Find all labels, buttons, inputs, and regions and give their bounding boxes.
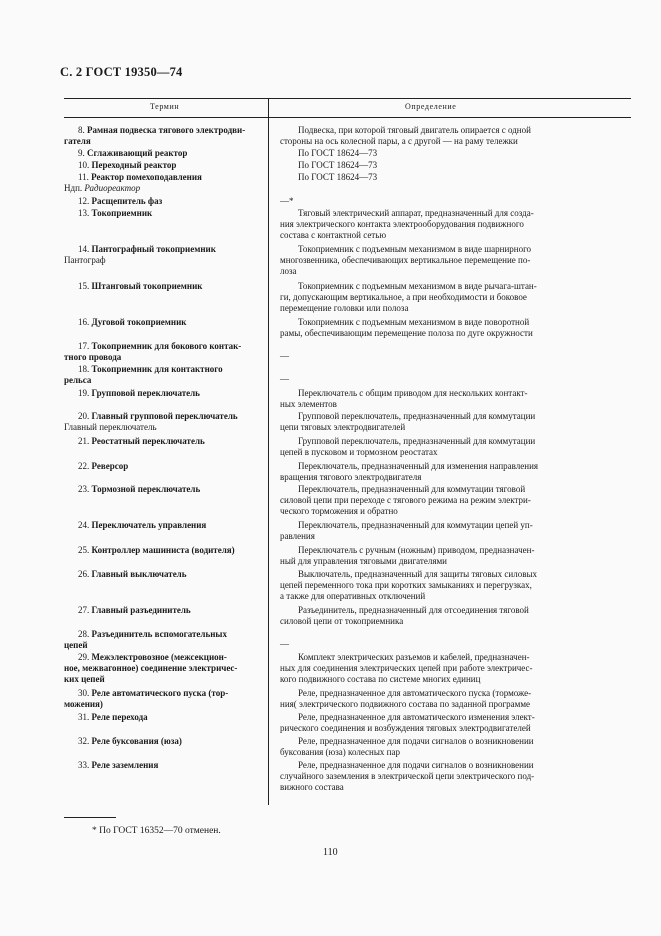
definition-line: силовой цепи при переходе с тягового режима на режим электри- xyxy=(280,495,531,506)
definition-cell xyxy=(280,569,631,603)
definition-cell xyxy=(280,605,631,627)
term-number: 23. xyxy=(78,484,92,494)
term-line xyxy=(64,436,264,447)
term-line xyxy=(64,388,264,399)
term-line xyxy=(64,640,264,651)
term-line xyxy=(64,545,264,556)
term-number: 31. xyxy=(78,712,92,722)
definition-line: Тяговый электрический аппарат, предназначенный для созда- xyxy=(298,208,534,218)
term-cell xyxy=(64,388,264,399)
term-line xyxy=(64,364,264,375)
definition-line: рамы, обеспечивающим перемещение полоза по дуге окружности xyxy=(280,328,533,339)
term-line xyxy=(64,196,264,207)
term-line xyxy=(64,652,264,663)
definition-cell xyxy=(280,639,631,650)
term-number: 12. xyxy=(78,196,92,206)
definition-dash: — xyxy=(280,374,289,384)
term-text: гателя xyxy=(64,136,91,147)
term-text: цепей xyxy=(64,640,88,651)
definition-cell xyxy=(280,351,631,362)
term-cell xyxy=(64,208,264,219)
definition-line: вижного состава xyxy=(280,782,344,793)
term-text: Разъединитель вспомогательных xyxy=(91,629,227,639)
term-number: 9. xyxy=(78,148,87,158)
term-line xyxy=(64,712,264,723)
definition-cell xyxy=(280,281,631,315)
definition-line: Комплект электрических разъемов и кабелей, предназначен- xyxy=(298,652,530,662)
term-number: 15. xyxy=(78,281,92,291)
definition-cell xyxy=(280,374,631,385)
term-line xyxy=(64,317,264,328)
term-text: Реостатный переключатель xyxy=(91,436,205,446)
definition-cell xyxy=(280,736,631,758)
term-line xyxy=(64,208,264,219)
term-text: Переходный реактор xyxy=(91,160,177,170)
definition-line: цепей в пусковом и тормозном реостатах xyxy=(280,447,438,458)
definition-cell xyxy=(280,688,631,710)
term-text: Межэлектровозное (межсекцион- xyxy=(91,652,227,662)
deprecated-prefix: Ндп. xyxy=(64,183,85,194)
term-text: Реле автоматического пуска (тор- xyxy=(91,688,229,698)
term-number: 13. xyxy=(78,208,92,218)
term-line xyxy=(64,244,264,255)
term-text: Главный групповой переключатель xyxy=(91,411,238,421)
term-line xyxy=(64,172,264,183)
definition-line: Реле, предназначенное для автоматического пуска (торможе- xyxy=(298,688,532,698)
term-line xyxy=(64,281,264,292)
definition-dash: — xyxy=(280,639,289,649)
term-text: ное, межвагонное) соединение электричес- xyxy=(64,663,238,674)
term-line xyxy=(64,461,264,472)
definition-dash: —* xyxy=(280,196,294,206)
term-cell xyxy=(64,652,264,686)
column-header-term: Термин xyxy=(150,102,180,111)
term-text: Токоприемник для бокового контак- xyxy=(91,341,242,351)
term-number: 30. xyxy=(78,688,92,698)
footnote: * По ГОСТ 16352—70 отменен. xyxy=(92,826,221,836)
definition-cell xyxy=(280,545,631,567)
definition-line: Групповой переключатель, предназначенный для коммутации xyxy=(298,411,536,421)
term-cell xyxy=(64,629,264,651)
term-number: 14. xyxy=(78,244,92,254)
term-text: Сглаживающий реактор xyxy=(87,148,188,158)
definition-line: Выключатель, предназначенный для защиты тяговых силовых xyxy=(298,569,538,579)
term-line xyxy=(64,160,264,171)
definition-cell xyxy=(280,317,631,339)
definition-line: лоза xyxy=(280,266,297,277)
definition-line: стороны на ось колесной пары, а с другой — на раму тележки xyxy=(280,136,518,147)
term-line xyxy=(64,136,264,147)
term-cell xyxy=(64,688,264,710)
definition-line: рического соединения и возбуждения тяговых электродвигателей xyxy=(280,723,531,734)
term-line xyxy=(64,760,264,771)
term-line xyxy=(64,674,264,685)
term-cell xyxy=(64,436,264,447)
term-line xyxy=(64,699,264,710)
definition-line: Реле, предназначенное для автоматического изменения элект- xyxy=(298,712,535,722)
term-cell xyxy=(64,196,264,207)
term-cell xyxy=(64,461,264,472)
term-line xyxy=(64,411,264,422)
term-number: 21. xyxy=(78,436,92,446)
term-cell xyxy=(64,484,264,495)
definition-cell xyxy=(280,125,631,147)
term-line xyxy=(64,341,264,352)
definition-line: Переключатель с общим приводом для нескольких контакт- xyxy=(298,388,528,398)
definition-line: По ГОСТ 18624—73 xyxy=(298,160,378,170)
term-cell xyxy=(64,760,264,771)
definition-line: Переключатель, предназначенный для коммутации тяговой xyxy=(298,484,526,494)
definition-line: ных для соединения электрических цепей при работе электричес- xyxy=(280,663,533,674)
definition-line: Переключатель, предназначенный для изменения направления xyxy=(298,461,539,471)
definition-cell xyxy=(280,712,631,734)
term-text: Групповой переключатель xyxy=(91,388,200,398)
term-cell xyxy=(64,736,264,747)
definition-cell xyxy=(280,160,631,171)
table-top-border xyxy=(64,98,631,99)
definition-cell xyxy=(280,411,631,433)
term-number: 18. xyxy=(78,364,92,374)
page-number: 110 xyxy=(323,847,338,858)
term-text: тного провода xyxy=(64,352,122,363)
definition-cell xyxy=(280,148,631,159)
term-text: Расщепитель фаз xyxy=(91,196,163,206)
term-text: Штанговый токоприемник xyxy=(91,281,203,291)
definition-cell xyxy=(280,461,631,483)
term-text: Переключатель управления xyxy=(91,520,207,530)
term-synonym: Главный переключатель xyxy=(64,422,157,433)
definition-dash: — xyxy=(280,351,289,361)
term-number: 17. xyxy=(78,341,92,351)
term-number: 11. xyxy=(78,172,92,182)
term-line xyxy=(64,484,264,495)
term-text: Дуговой токоприемник xyxy=(91,317,187,327)
definition-cell xyxy=(280,652,631,686)
definition-line: цепи тяговых электродвигателей xyxy=(280,422,406,433)
term-cell xyxy=(64,364,264,386)
term-cell xyxy=(64,605,264,616)
term-cell xyxy=(64,317,264,328)
term-text: Главный выключатель xyxy=(91,569,187,579)
term-line xyxy=(64,605,264,616)
definition-line: буксования (юза) колесных пар xyxy=(280,747,400,758)
term-number: 19. xyxy=(78,388,92,398)
term-number: 26. xyxy=(78,569,92,579)
term-cell xyxy=(64,125,264,147)
term-text: Токоприемник для контактного xyxy=(91,364,223,374)
definition-cell xyxy=(280,520,631,542)
definition-line: Групповой переключатель, предназначенный для коммутации xyxy=(298,436,536,446)
definition-cell xyxy=(280,484,631,518)
term-line xyxy=(64,375,264,386)
definition-cell xyxy=(280,244,631,278)
column-header-definition: Определение xyxy=(405,102,457,111)
definition-line: ный для управления тяговыми двигателями xyxy=(280,556,447,567)
term-line xyxy=(64,569,264,580)
definition-cell xyxy=(280,172,631,183)
definition-line: Токоприемник с подъемным механизмом в виде рычага-штан- xyxy=(298,281,537,291)
term-line xyxy=(64,736,264,747)
term-cell xyxy=(64,160,264,171)
definition-line: Токоприемник с подъемным механизмом в виде шарнирного xyxy=(298,244,532,254)
page-header: С. 2 ГОСТ 19350—74 xyxy=(60,65,183,79)
definition-cell xyxy=(280,388,631,410)
definition-line: Реле, предназначенное для подачи сигналов о возникновении xyxy=(298,760,534,770)
term-text: Главный разъединитель xyxy=(91,605,191,615)
term-line xyxy=(64,352,264,363)
term-line xyxy=(64,629,264,640)
definition-line: Реле, предназначенное для подачи сигналов о возникновении xyxy=(298,736,534,746)
term-text: Реактор помехоподавления xyxy=(91,172,202,182)
definition-line: многозвенника, обеспечивающих вертикальное перемещение по- xyxy=(280,255,531,266)
term-cell xyxy=(64,569,264,580)
term-number: 22. xyxy=(78,461,92,471)
term-text: рельса xyxy=(64,375,92,386)
term-text: Тормозной переключатель xyxy=(91,484,201,494)
term-text: Реле заземления xyxy=(91,760,159,770)
definition-line: Токоприемник с подъемным механизмом в виде поворотной xyxy=(298,317,530,327)
definition-line: По ГОСТ 18624—73 xyxy=(298,172,378,182)
term-number: 33. xyxy=(78,760,92,770)
term-number: 10. xyxy=(78,160,92,170)
definition-line: перемещение головки или полоза xyxy=(280,303,409,314)
term-synonym: Пантограф xyxy=(64,255,106,266)
term-text: Пантографный токоприемник xyxy=(91,244,216,254)
deprecated-term: Радиореактор xyxy=(84,183,141,194)
term-line xyxy=(64,688,264,699)
term-text: Реверсор xyxy=(91,461,129,471)
definition-line: Разъединитель, предназначенный для отсоединения тяговой xyxy=(298,605,529,615)
term-cell xyxy=(64,244,264,266)
term-number: 25. xyxy=(78,545,92,555)
definition-line: ных элементов xyxy=(280,399,337,410)
table-column-divider xyxy=(268,98,269,805)
definition-line: кого подвижного состава по системе многих единиц xyxy=(280,674,481,685)
term-cell xyxy=(64,712,264,723)
definition-line: Подвеска, при которой тяговый двигатель опирается с одной xyxy=(298,125,531,135)
term-cell xyxy=(64,281,264,292)
definition-line: силовой цепи от токоприемника xyxy=(280,616,404,627)
term-number: 24. xyxy=(78,520,92,530)
term-line xyxy=(64,148,264,159)
term-number: 8. xyxy=(78,125,87,135)
definition-line: равления xyxy=(280,531,315,542)
term-cell xyxy=(64,520,264,531)
definition-cell xyxy=(280,436,631,458)
term-text: Реле перехода xyxy=(91,712,148,722)
term-line xyxy=(64,520,264,531)
term-text: Рамная подвеска тягового электродви- xyxy=(87,125,246,135)
definition-cell xyxy=(280,760,631,794)
term-text: можения) xyxy=(64,699,103,710)
definition-line: Переключатель, предназначенный для коммутации цепей уп- xyxy=(298,520,533,530)
term-number: 29. xyxy=(78,652,92,662)
definition-line: По ГОСТ 18624—73 xyxy=(298,148,378,158)
term-text: Реле буксования (юза) xyxy=(91,736,182,746)
definition-line: ния электрического контакта электрооборудования подвижного xyxy=(280,219,524,230)
term-number: 27. xyxy=(78,605,92,615)
term-cell xyxy=(64,411,264,433)
term-text: Контроллер машиниста (водителя) xyxy=(91,545,235,555)
term-line xyxy=(64,125,264,136)
definition-line: ги, допускающим вертикальное, а при необходимости и боковое xyxy=(280,292,527,303)
definition-cell xyxy=(280,196,631,207)
definition-cell xyxy=(280,208,631,242)
definition-line: ния( электрического подвижного состава по заданной программе xyxy=(280,699,531,710)
term-text: Токоприемник xyxy=(91,208,153,218)
term-cell xyxy=(64,172,264,194)
definition-line: а также для оперативных отключений xyxy=(280,591,426,602)
definition-line: Переключатель с ручным (ножным) приводом, предназначен- xyxy=(298,545,535,555)
definition-line: вращения тягового электродвигателя xyxy=(280,472,422,483)
definition-line: состава с контактной сетью xyxy=(280,230,387,241)
term-cell xyxy=(64,341,264,363)
term-number: 20. xyxy=(78,411,92,421)
definition-line: цепей переменного тока при коротких замыканиях и перегрузках, xyxy=(280,580,532,591)
definition-line: случайного заземления в электрической цепи электрического под- xyxy=(280,771,535,782)
definition-line: ческого торможения и обратно xyxy=(280,506,398,517)
term-text: ких цепей xyxy=(64,674,105,685)
table-header-divider xyxy=(64,117,631,118)
term-number: 28. xyxy=(78,629,92,639)
term-line xyxy=(64,663,264,674)
term-cell xyxy=(64,545,264,556)
term-deprecated-note xyxy=(64,183,264,194)
term-number: 32. xyxy=(78,736,92,746)
term-number: 16. xyxy=(78,317,92,327)
term-cell xyxy=(64,148,264,159)
footnote-separator xyxy=(64,817,116,818)
